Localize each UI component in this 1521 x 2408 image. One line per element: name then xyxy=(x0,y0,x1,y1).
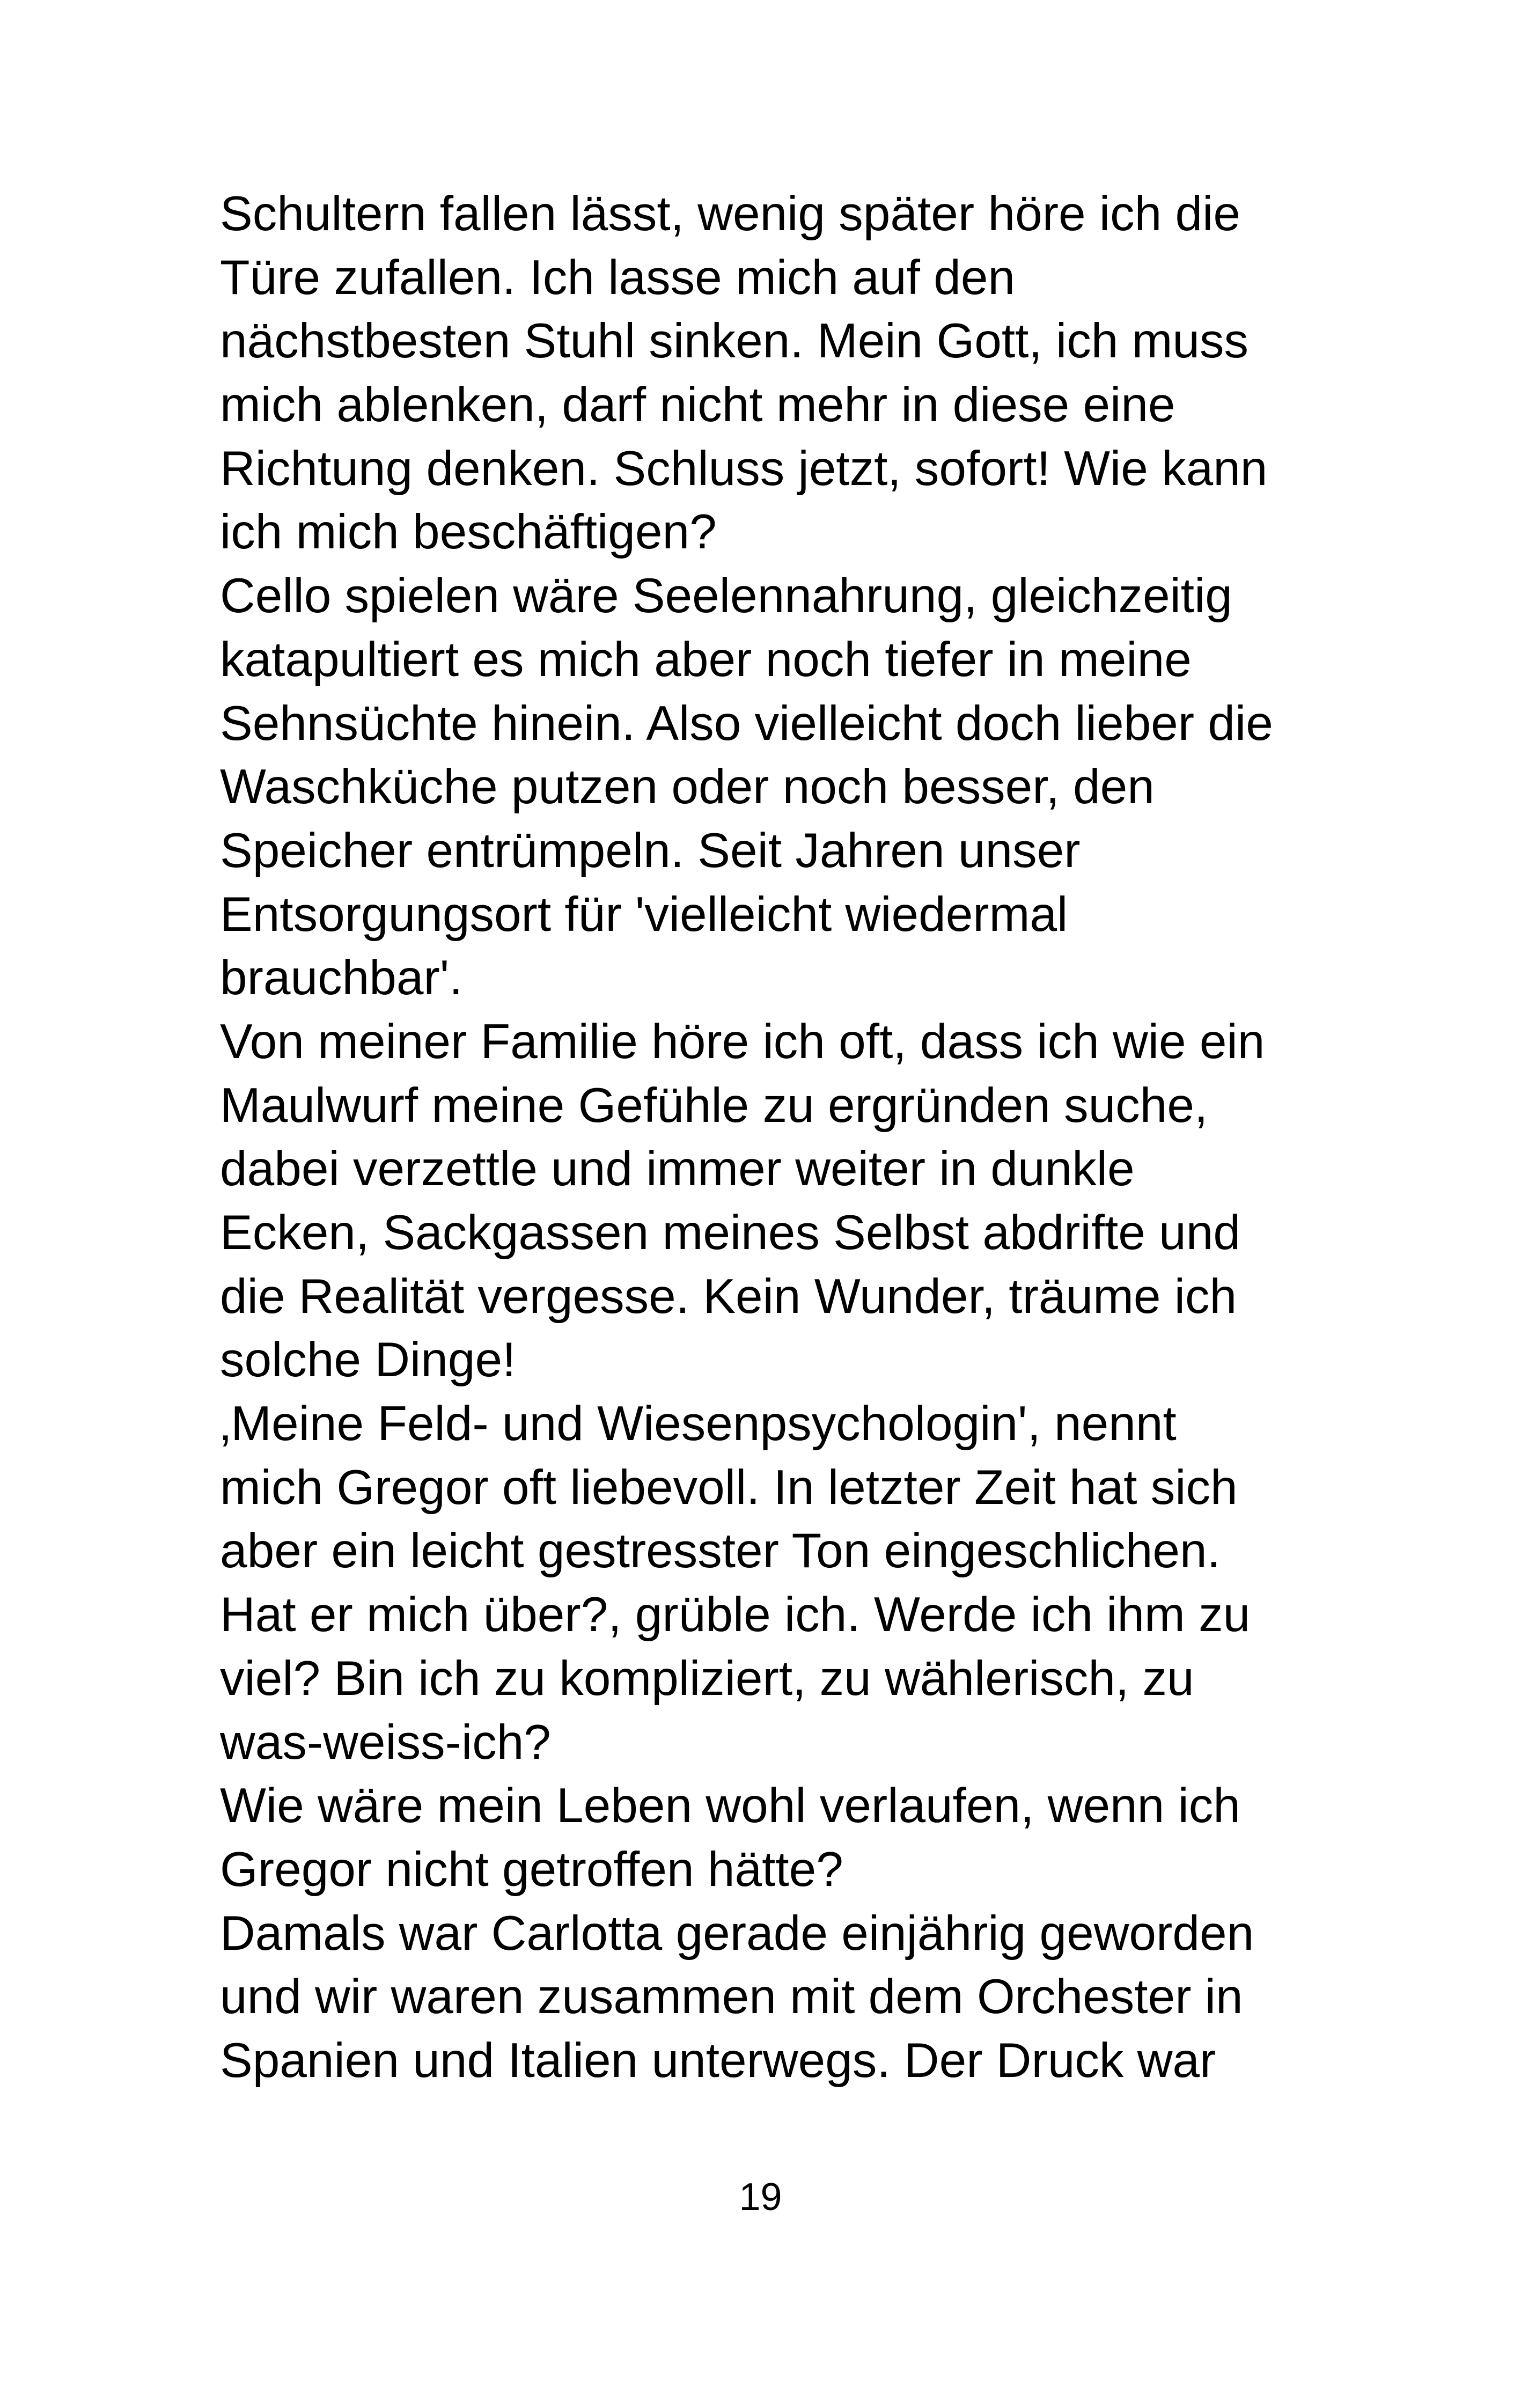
body-text xyxy=(220,182,1320,2093)
text-line: mich Gregor oft liebevoll. In letzter Zeit hat sich xyxy=(220,1460,1238,1515)
text-line: Ecken, Sackgassen meines Selbst abdrifte und xyxy=(220,1206,1240,1260)
text-line: was-weiss-ich? xyxy=(220,1715,551,1770)
text-line: Maulwurf meine Gefühle zu ergründen suche, xyxy=(220,1078,1208,1133)
page-number: 19 xyxy=(739,2176,782,2219)
text-line: und wir waren zusammen mit dem Orchester in xyxy=(220,1970,1243,2024)
text-line: Schultern fallen lässt, wenig später höre ich die xyxy=(220,187,1240,241)
text-line: dabei verzettle und immer weiter in dunkle xyxy=(220,1142,1135,1196)
text-line: ‚Meine Feld- und Wiesenpsychologin', nennt xyxy=(220,1397,1177,1451)
text-line: viel? Bin ich zu kompliziert, zu wählerisch, zu xyxy=(220,1651,1194,1706)
text-line: Richtung denken. Schluss jetzt, sofort! Wie kann xyxy=(220,441,1268,496)
text-line: Waschküche putzen oder noch besser, den xyxy=(220,760,1155,814)
text-line: Wie wäre mein Leben wohl verlaufen, wenn ich xyxy=(220,1779,1240,1833)
text-line: Hat er mich über?, grüble ich. Werde ich ihm zu xyxy=(220,1588,1251,1642)
text-line: aber ein leicht gestresster Ton eingeschlichen. xyxy=(220,1524,1221,1579)
text-line: brauchbar'. xyxy=(220,951,463,1005)
text-line: katapultiert es mich aber noch tiefer in meine xyxy=(220,632,1192,687)
text-line: die Realität vergesse. Kein Wunder, träume ich xyxy=(220,1269,1237,1324)
text-line: ich mich beschäftigen? xyxy=(220,505,717,560)
text-line: Damals war Carlotta gerade einjährig geworden xyxy=(220,1906,1254,1961)
text-line: Spanien und Italien unterwegs. Der Druck war xyxy=(220,2033,1216,2088)
text-line: solche Dinge! xyxy=(220,1333,516,1387)
text-line: Gregor nicht getroffen hätte? xyxy=(220,1842,843,1897)
text-line: Sehnsüchte hinein. Also vielleicht doch lieber die xyxy=(220,696,1273,751)
text-line: nächstbesten Stuhl sinken. Mein Gott, ich muss xyxy=(220,314,1248,369)
text-line: Türe zufallen. Ich lasse mich auf den xyxy=(220,250,1016,305)
text-line: Cello spielen wäre Seelennahrung, gleichzeitig xyxy=(220,569,1232,623)
text-line: mich ablenken, darf nicht mehr in diese eine xyxy=(220,378,1175,432)
text-line: Entsorgungsort für 'vielleicht wiedermal xyxy=(220,887,1068,942)
text-line: Speicher entrümpeln. Seit Jahren unser xyxy=(220,823,1081,878)
text-line: Von meiner Familie höre ich oft, dass ich wie ein xyxy=(220,1014,1265,1069)
